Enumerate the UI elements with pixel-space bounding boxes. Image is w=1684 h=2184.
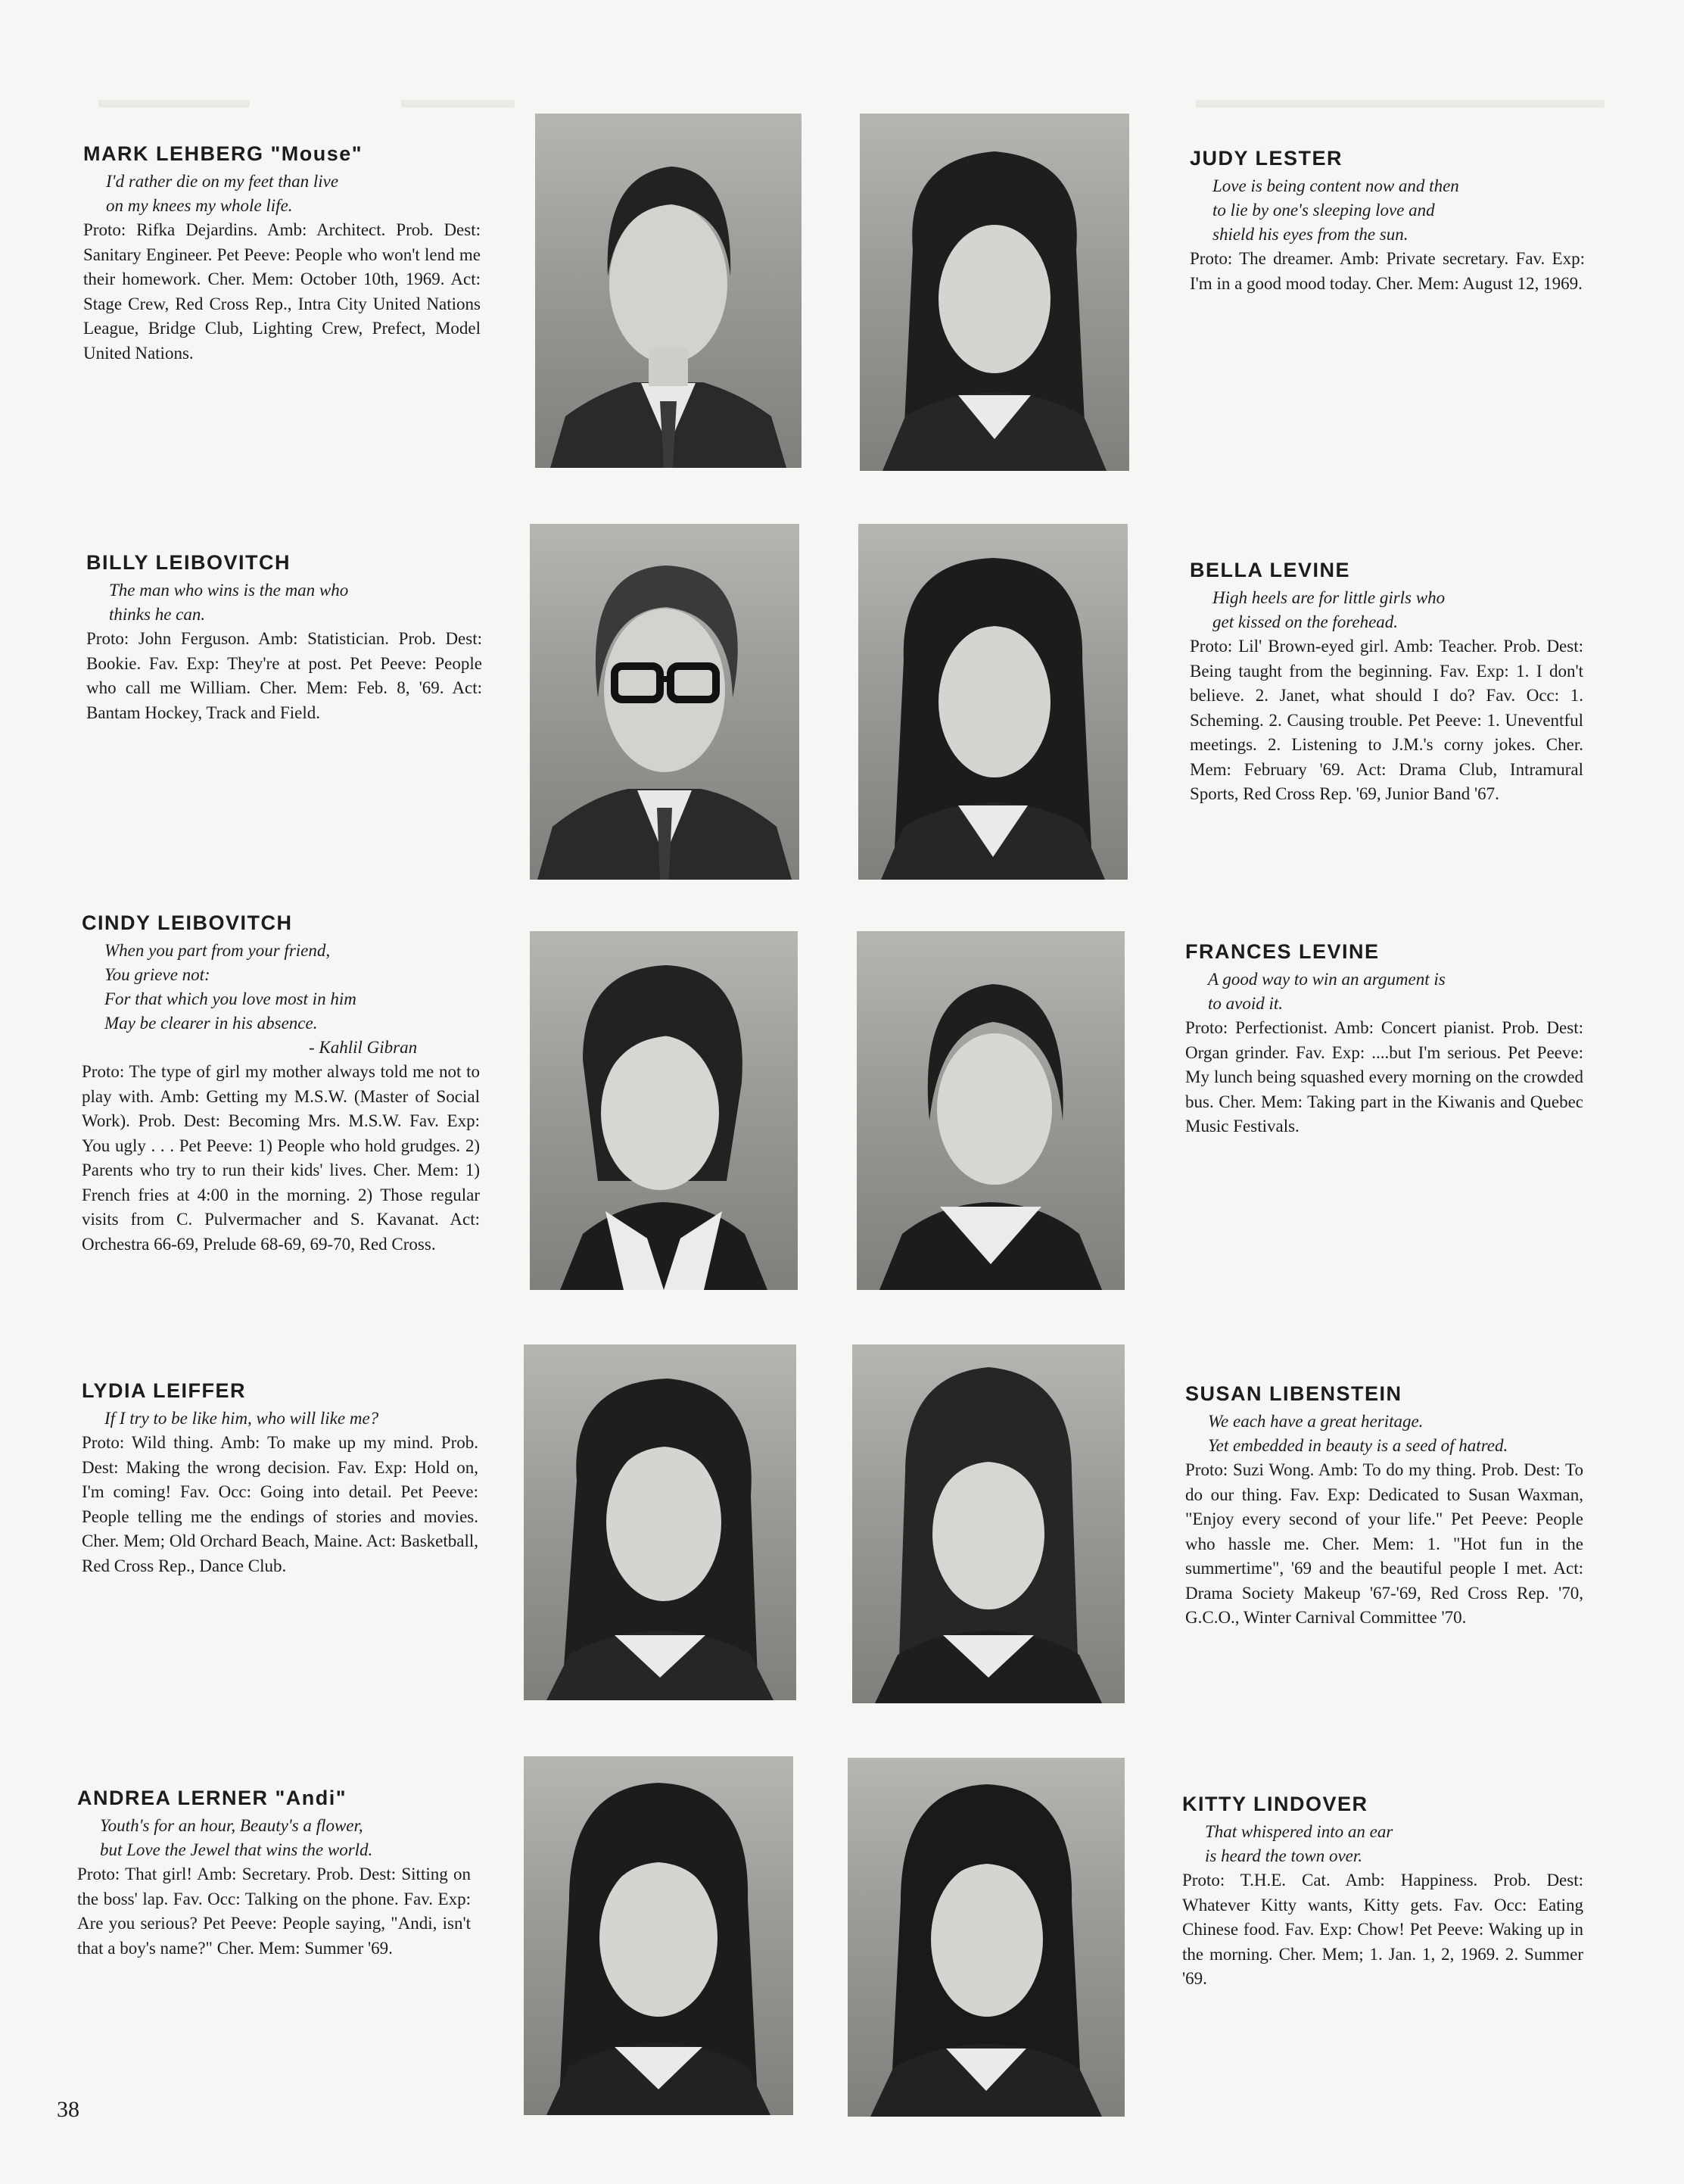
entry-billy-leibovitch	[86, 550, 482, 725]
girl-portrait-icon	[524, 1756, 793, 2115]
girl-portrait-icon	[858, 524, 1128, 880]
student-quote: A good way to win an argument is to avoid it.	[1208, 970, 1446, 1013]
entry-andrea-lerner	[77, 1785, 471, 1961]
student-name: KITTY LINDOVER	[1182, 1793, 1368, 1815]
student-name: MARK LEHBERG "Mouse"	[83, 142, 363, 165]
student-name: ANDREA LERNER "Andi"	[77, 1787, 347, 1809]
student-name: BILLY LEIBOVITCH	[86, 551, 291, 574]
entry-mark-lehberg	[83, 141, 481, 366]
student-name: FRANCES LEVINE	[1185, 940, 1380, 963]
student-name: SUSAN LIBENSTEIN	[1185, 1382, 1402, 1405]
student-quote: Love is being content now and then to lie by one's sleeping love and shield his eyes from the sun.	[1212, 176, 1459, 244]
portrait-photo	[858, 524, 1128, 880]
student-quote: I'd rather die on my feet than live on my knees my whole life.	[106, 172, 339, 215]
entry-kitty-lindover	[1182, 1791, 1583, 1992]
portrait-photo	[530, 931, 798, 1290]
boy-glasses-portrait-icon	[530, 524, 799, 880]
girl-portrait-icon	[852, 1344, 1125, 1703]
entry-frances-levine	[1185, 939, 1583, 1139]
student-quote: When you part from your friend, You grieve not: For that which you love most in him May be clearer in his absence.	[104, 941, 356, 1033]
student-bio: Proto: Suzi Wong. Amb: To do my thing. Prob. Dest: To do our thing. Fav. Exp: Dedicated to Susan Waxman, "Enjoy every second of your life." Pet Peeve: People who hassle me. Cher. Mem: 1. "Hot fun in the summertime", '69 and the beautiful people I met. Act: Drama Society Makeup '67-'69, Red Cross Rep. '70, G.C.O., Winter Carnival Committee '70.	[1185, 1460, 1583, 1627]
student-quote: The man who wins is the man who thinks he can.	[109, 581, 349, 624]
girl-portrait-icon	[860, 114, 1129, 471]
student-name: LYDIA LEIFFER	[82, 1379, 247, 1402]
student-quote: We each have a great heritage. Yet embedded in beauty is a seed of hatred.	[1208, 1412, 1508, 1455]
entry-judy-lester	[1190, 145, 1585, 296]
page-number: 38	[57, 2097, 79, 2122]
entry-cindy-leibovitch	[82, 910, 480, 1257]
student-name: BELLA LEVINE	[1190, 559, 1351, 581]
portrait-photo	[852, 1344, 1125, 1703]
entry-lydia-leiffer	[82, 1378, 478, 1578]
bleed-through	[98, 100, 250, 107]
portrait-photo	[524, 1344, 796, 1700]
portrait-photo	[530, 524, 799, 880]
student-quote: If I try to be like him, who will like me?	[104, 1409, 379, 1428]
girl-portrait-icon	[524, 1344, 796, 1700]
entry-susan-libenstein	[1185, 1381, 1583, 1631]
portrait-photo	[524, 1756, 793, 2115]
portrait-photo	[535, 114, 802, 468]
student-bio: Proto: Perfectionist. Amb: Concert pianist. Prob. Dest: Organ grinder. Fav. Exp: ....but I'm serious. Pet Peeve: My lunch being squashed every morning on the crowded bus. Cher. Mem: Taking part in the Kiwanis and Quebec Music Festivals.	[1185, 1018, 1583, 1136]
bleed-through	[401, 100, 515, 107]
student-bio: Proto: The dreamer. Amb: Private secretary. Fav. Exp: I'm in a good mood today. Cher. Mem: August 12, 1969.	[1190, 249, 1585, 293]
girl-portrait-icon	[848, 1758, 1125, 2117]
girl-collar-portrait-icon	[530, 931, 798, 1290]
student-bio: Proto: Lil' Brown-eyed girl. Amb: Teacher. Prob. Dest: Being taught from the beginning. Fav. Exp: 1. I don't believe. 2. Janet, what should I do? Fav. Occ: 1. Scheming. 2. Causing trouble. Pet Peeve: 1. Uneventful meetings. 2. Listening to J.M.'s corny jokes. Cher. Mem: February '69. Act: Drama Club, Intramural Sports, Red Cross Rep. '69, Junior Band '67.	[1190, 637, 1583, 803]
student-bio: Proto: Rifka Dejardins. Amb: Architect. Prob. Dest: Sanitary Engineer. Pet Peeve: People who won't lend me their homework. Cher. Mem: October 10th, 1969. Act: Stage Crew, Red Cross Rep., Intra City United Nations League, Bridge Club, Lighting Crew, Prefect, Model United Nations.	[83, 220, 481, 363]
student-bio: Proto: The type of girl my mother always told me not to play with. Amb: Getting my M.S.W. (Master of Social Work). Prob. Dest: Becoming Mrs. M.S.W. Fav. Exp: You ugly . . . Pet Peeve: 1) People who hold grudges. 2) Parents who try to run their kids' lives. Cher. Mem: 1) French fries at 4:00 in the morning. 2) Those regular visits from C. Pulvermacher and S. Kavanat. Act: Orchestra 66-69, Prelude 68-69, 69-70, Red Cross.	[82, 1062, 480, 1254]
student-bio: Proto: T.H.E. Cat. Amb: Happiness. Prob. Dest: Whatever Kitty wants, Kitty gets. Fav. Occ: Eating Chinese food. Fav. Exp: Chow! Pet Peeve: Waking up in the morning. Cher. Mem; 1. Jan. 1, 2, 1969. 2. Summer '69.	[1182, 1871, 1583, 1988]
student-quote: That whispered into an ear is heard the town over.	[1205, 1822, 1393, 1865]
student-bio: Proto: John Ferguson. Amb: Statistician. Prob. Dest: Bookie. Fav. Exp: They're at post. Pet Peeve: People who call me William. Cher. Mem: Feb. 8, '69. Act: Bantam Hockey, Track and Field.	[86, 629, 482, 722]
boy-portrait-icon	[535, 114, 802, 468]
student-bio: Proto: Wild thing. Amb: To make up my mind. Prob. Dest: Making the wrong decision. Fav. Exp: Hold on, I'm coming! Fav. Occ: Going into detail. Pet Peeve: People telling me the endings of stories and movies. Cher. Mem; Old Orchard Beach, Maine. Act: Basketball, Red Cross Rep., Dance Club.	[82, 1433, 478, 1575]
student-quote: High heels are for little girls who get kissed on the forehead.	[1212, 588, 1446, 631]
portrait-photo	[857, 931, 1125, 1290]
bleed-through	[1196, 100, 1605, 107]
portrait-photo	[860, 114, 1129, 471]
student-quote: Youth's for an hour, Beauty's a flower, but Love the Jewel that wins the world.	[100, 1816, 373, 1859]
student-name: JUDY LESTER	[1190, 147, 1343, 170]
girl-short-hair-portrait-icon	[857, 931, 1125, 1290]
student-bio: Proto: That girl! Amb: Secretary. Prob. Dest: Sitting on the boss' lap. Fav. Occ: Talking on the phone. Fav. Exp: Are you serious? Pet Peeve: People saying, "Andi, isn't that a boy's name?" Cher. Mem: Summer '69.	[77, 1865, 471, 1958]
student-name: CINDY LEIBOVITCH	[82, 911, 293, 934]
entry-bella-levine	[1190, 557, 1583, 807]
quote-attribution: - Kahlil Gibran	[309, 1038, 418, 1057]
portrait-photo	[848, 1758, 1125, 2117]
